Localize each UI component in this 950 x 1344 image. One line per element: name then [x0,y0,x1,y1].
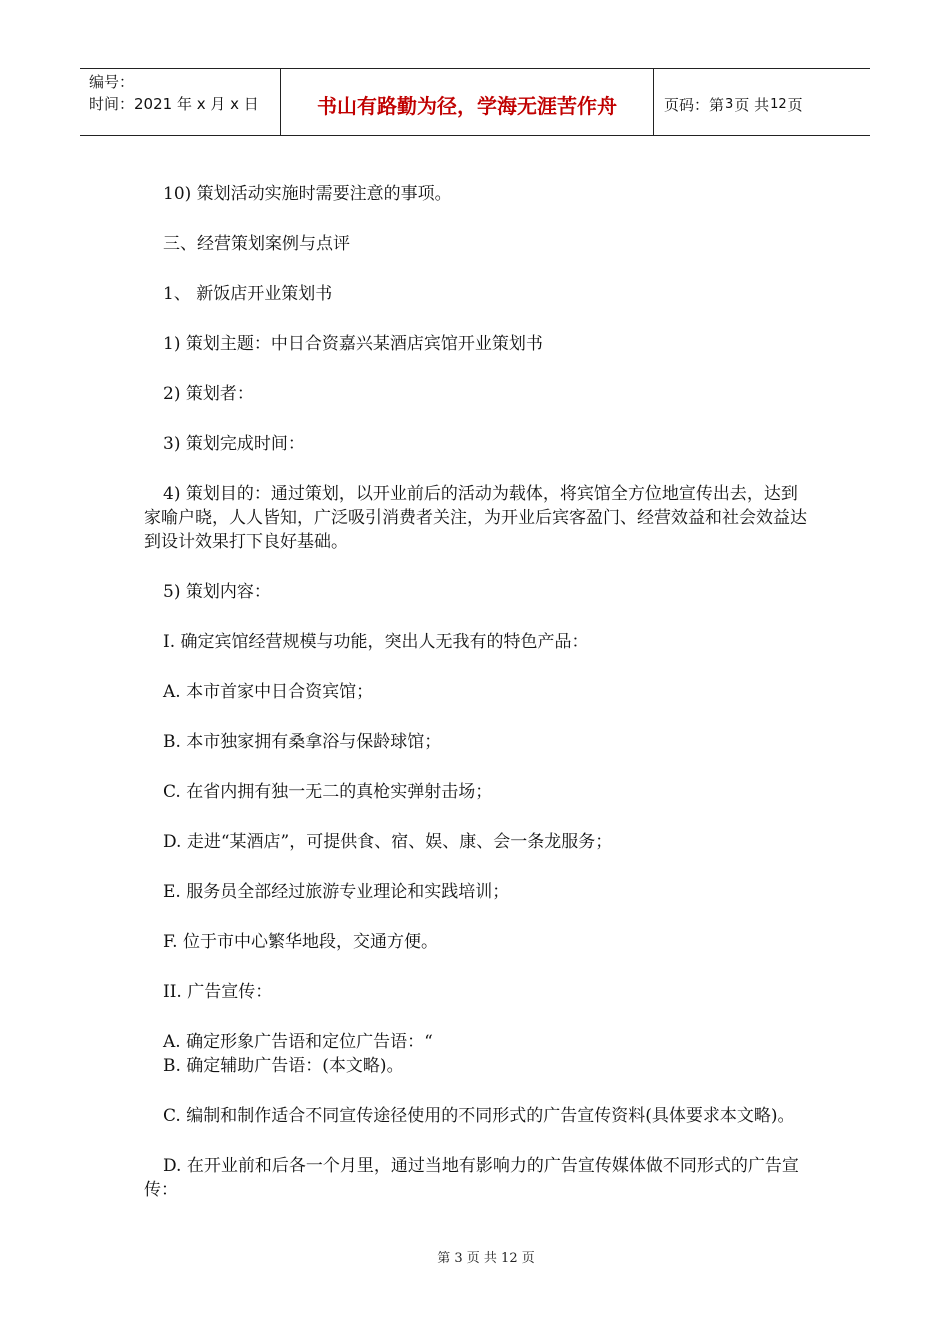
page-label: 页码： [664,95,710,114]
paragraph: 2) 策划者： [163,384,254,404]
time-line [89,93,280,115]
page-mid: 页 共 [734,95,770,114]
page-total: 12 [770,96,787,112]
paragraph: 4) 策划目的：通过策划，以开业前后的活动为载体，将宾馆全方位地宣传出去，达到家喻户晓，人人皆知，广泛吸引消费者关注，为开业后宾客盈门、经营效益和社会效益达到设计效果打下良好基础。 [144,484,807,552]
header-motto: 书山有路勤为径，学海无涯苦作舟 [281,69,654,135]
paragraph: 10) 策划活动实施时需要注意的事项。 [163,184,452,204]
list-item: D. 在开业前和后各一个月里，通过当地有影响力的广告宣传媒体做不同形式的广告宣传： [144,1156,799,1200]
page-suffix: 页 [787,95,803,114]
page-footer: 第 3 页 共 12 页 [437,1251,535,1266]
list-item: D. 走进“某酒店”，可提供食、宿、娱、康、会一条龙服务； [163,832,613,852]
page-current: 3 [725,96,734,112]
list-item: B. 确定辅助广告语：(本文略)。 [163,1056,404,1076]
time-label: 时间： [89,95,135,113]
list-item: A. 确定形象广告语和定位广告语：“ [163,1032,433,1052]
paragraph: 1) 策划主题：中日合资嘉兴某酒店宾馆开业策划书 [163,334,543,354]
subsection-heading: 1、 新饭店开业策划书 [163,284,333,304]
page-prefix: 第 [709,95,725,114]
list-item: B. 本市独家拥有桑拿浴与保龄球馆； [163,732,442,752]
list-item: A. 本市首家中日合资宾馆； [163,682,374,702]
time-value: 2021 年 x 月 x 日 [134,95,259,113]
list-item: F. 位于市中心繁华地段，交通方便。 [163,932,438,952]
header-meta [80,69,281,135]
list-item: C. 在省内拥有独一无二的真枪实弹射击场； [163,782,493,802]
page-header [80,68,870,136]
section-heading: 三、经营策划案例与点评 [163,234,350,254]
paragraph: 5) 策划内容： [163,582,271,602]
paragraph: I. 确定宾馆经营规模与功能，突出人无我有的特色产品： [163,632,589,652]
document-body [144,182,808,1228]
paragraph: 3) 策划完成时间： [163,434,305,454]
list-item: E. 服务员全部经过旅游专业理论和实践培训； [163,882,510,902]
list-item: C. 编制和制作适合不同宣传途径使用的不同形式的广告宣传资料(具体要求本文略)。 [163,1106,795,1126]
serial-label: 编号： [89,73,135,91]
header-page-number [654,69,870,135]
paragraph: II. 广告宣传： [163,982,273,1002]
